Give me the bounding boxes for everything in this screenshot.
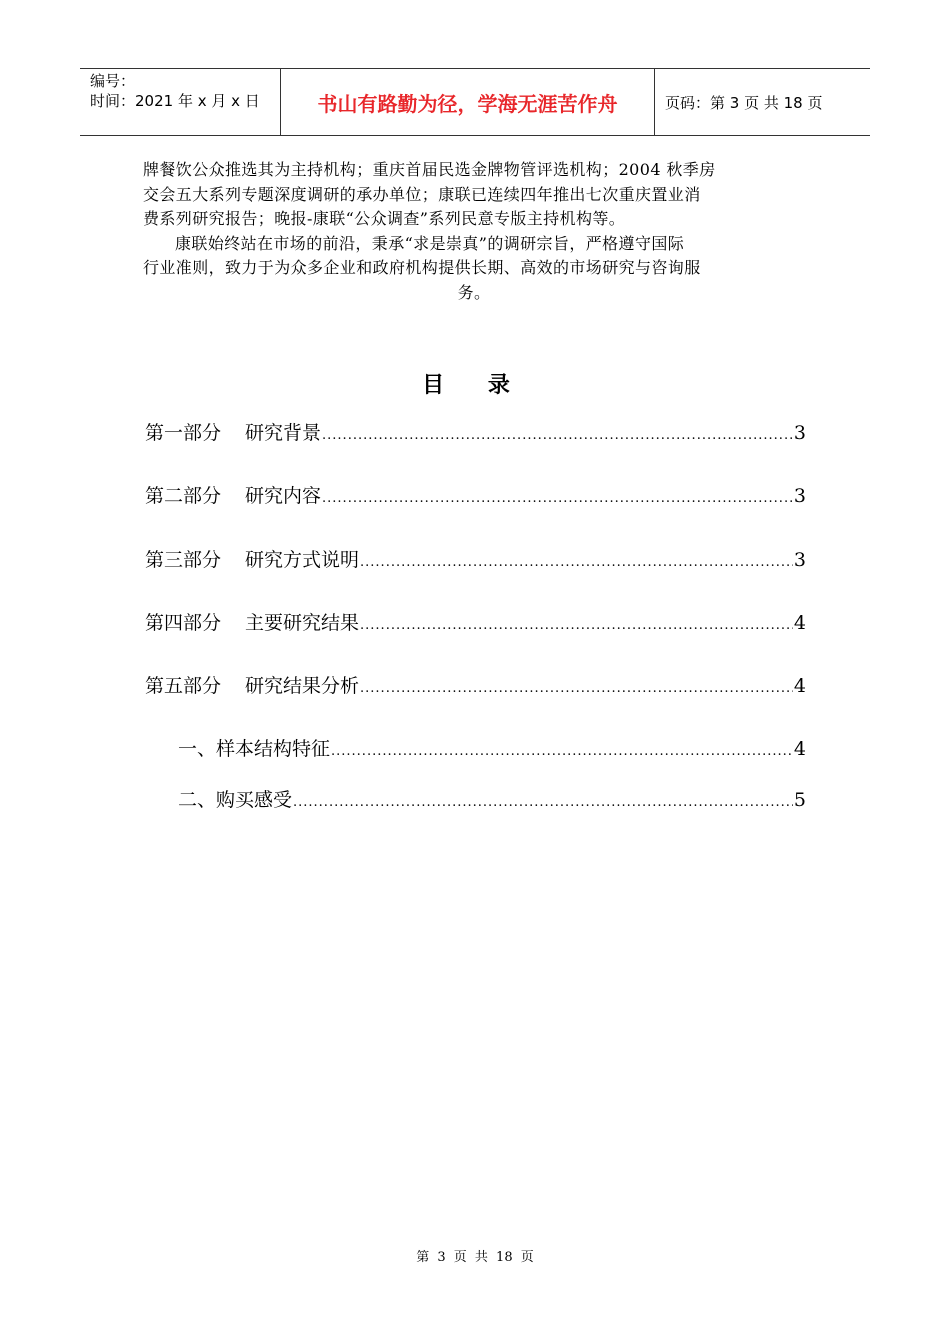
header-meta	[80, 69, 281, 135]
toc-part: 第三部分	[145, 549, 222, 571]
toc-subentry-2[interactable]	[178, 783, 806, 817]
toc-entry-part-3[interactable]	[145, 543, 806, 577]
toc-entry-part-5[interactable]	[145, 669, 806, 703]
toc-leader-dots	[293, 786, 793, 820]
header-motto: 书山有路勤为径，学海无涯苦作舟	[281, 69, 655, 135]
toc-entry-name: 研究内容	[245, 485, 322, 507]
page-footer: 第 3 页 共 18 页	[416, 1250, 534, 1265]
toc-subentry-1[interactable]	[178, 732, 806, 766]
toc-part: 第五部分	[145, 675, 222, 697]
paragraph-line: 牌餐饮公众推选其为主持机构；重庆首届民选金牌物管评选机构；2004 秋季房	[143, 160, 716, 179]
document-number-label: 编号：	[90, 72, 136, 90]
toc-part: 第一部分	[145, 422, 222, 444]
toc-page-number: 5	[793, 789, 806, 811]
header-page-info: 页码：第 3 页 共 18 页	[665, 93, 823, 112]
toc-leader-dots	[322, 482, 793, 516]
page-header	[80, 68, 870, 136]
paragraph-line: 康联始终站在市场的前沿，秉承“求是崇真”的调研宗旨，严格遵守国际	[175, 233, 685, 253]
paragraph-line: 交会五大系列专题深度调研的承办单位；康联已连续四年推出七次重庆置业消	[143, 184, 701, 204]
toc-page-number: 4	[793, 675, 806, 697]
toc-page-number: 4	[793, 612, 806, 634]
toc-title: 目 录	[422, 372, 528, 398]
toc-leader-dots	[322, 419, 793, 453]
body-text	[143, 158, 805, 305]
toc-leader-dots	[360, 672, 793, 706]
paragraph-line: 务。	[457, 282, 491, 302]
paragraph-line: 费系列研究报告；晚报-康联“公众调查”系列民意专版主持机构等。	[143, 209, 626, 228]
toc-entry-name: 主要研究结果	[245, 612, 360, 634]
toc-leader-dots	[360, 546, 793, 580]
toc-entry-part-4[interactable]	[145, 606, 806, 640]
toc-page-number: 3	[793, 422, 806, 444]
toc-part: 第二部分	[145, 485, 222, 507]
toc-page-number: 3	[793, 485, 806, 507]
toc-entry-part-2[interactable]	[145, 479, 806, 513]
toc-entry-name: 研究背景	[245, 422, 322, 444]
toc-entry-name: 一、样本结构特征	[178, 738, 331, 760]
toc-page-number: 4	[793, 738, 806, 760]
toc-leader-dots	[331, 735, 793, 769]
toc-page-number: 3	[793, 549, 806, 571]
toc-entry-name: 研究方式说明	[245, 549, 360, 571]
toc-entry-name: 二、购买感受	[178, 789, 293, 811]
document-time: 时间：2021 年 x 月 x 日	[90, 92, 260, 110]
toc-part: 第四部分	[145, 612, 222, 634]
paragraph-line: 行业准则，致力于为众多企业和政府机构提供长期、高效的市场研究与咨询服	[143, 258, 701, 277]
toc-leader-dots	[360, 609, 793, 643]
toc-entry-part-1[interactable]	[145, 416, 806, 450]
toc-entry-name: 研究结果分析	[245, 675, 360, 697]
